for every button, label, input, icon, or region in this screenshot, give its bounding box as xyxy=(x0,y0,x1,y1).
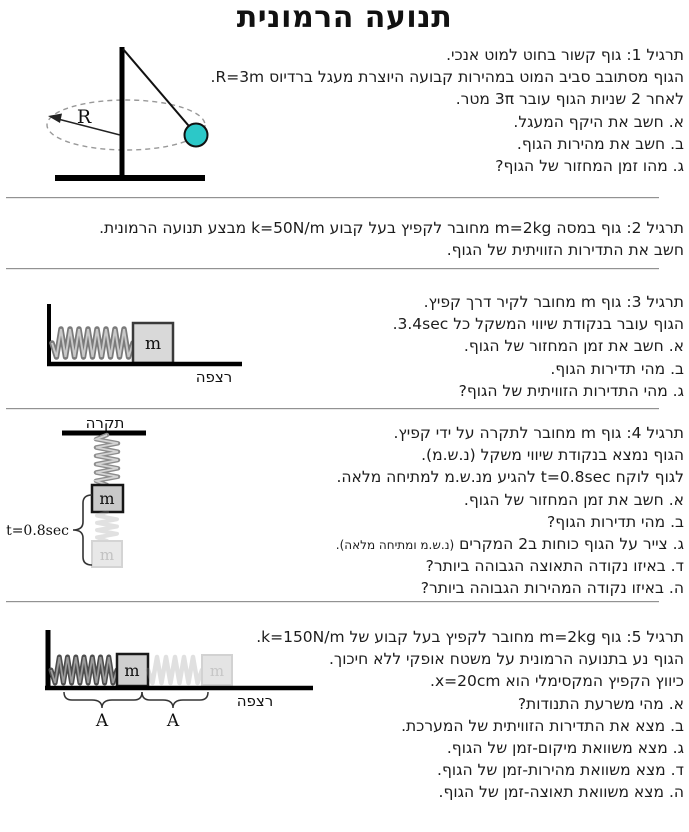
exercise-3-line-5: ג. מהי התדירות הזוויתית של הגוף? xyxy=(458,381,684,400)
exercise-3-line-2: הגוף עובר בנקודת שיווי המשקל כל 3.4sec. xyxy=(392,315,684,334)
spring-vertical xyxy=(96,435,118,485)
exercise-2-line-2: חשב את התדירות הזוויתית של הגוף. xyxy=(446,241,684,260)
diagram-horizontal-spring xyxy=(33,296,248,401)
mass-label: m xyxy=(124,661,140,680)
exercise-1-line-5: ב. חשב את מהירות הגוף. xyxy=(516,134,684,153)
exercise-1-text xyxy=(211,44,685,177)
exercise-1-line-3: לאחר 2 שניות הגוף עובר 3π מטר. xyxy=(455,90,684,109)
ghost-mass-label: m xyxy=(209,662,225,680)
exercise-3-line-1: תרגיל 3: גוף m מחובר לקיר דרך קפיץ. xyxy=(423,293,684,311)
exercise-1-line-6: ג. מהו זמן המחזור של הגוף? xyxy=(495,156,684,175)
exercise-5-line-6: ג. מצא משוואת מיקום-זמן של הגוף. xyxy=(446,738,684,757)
section-divider xyxy=(6,408,659,410)
exercise-1-line-1: תרגיל 1: גוף קשור בחוט למוט אנכי. xyxy=(446,46,684,64)
ghost-spring xyxy=(97,512,117,541)
amplitude-brace-left xyxy=(64,692,142,708)
exercise-5-line-5: ב. מצא את התדירות הזוויתית של המערכת. xyxy=(401,716,684,735)
exercise-5-line-7: ד. מצא משוואת מהירות-זמן של הגוף. xyxy=(437,761,684,780)
section-divider xyxy=(6,197,659,199)
circular-path-ellipse xyxy=(47,100,205,150)
exercise-3-text xyxy=(393,291,684,402)
diagram-vertical-spring xyxy=(6,413,193,603)
time-brace xyxy=(73,495,92,565)
exercise-4-line-5: ב. מהי תדירות הגוף? xyxy=(547,512,684,531)
amplitude-label-right: A xyxy=(166,711,180,731)
exercise-4-text xyxy=(336,422,684,600)
exercise-4-line-6 xyxy=(336,533,684,555)
exercise-4-line-1: תרגיל 4: גוף m מחובר לתקרה על ידי קפיץ. xyxy=(393,424,684,442)
ghost-spring xyxy=(148,657,202,683)
ceiling-label: תקרה xyxy=(85,414,125,432)
floor-label: רצפה xyxy=(195,368,233,386)
exercise-2-text xyxy=(99,217,684,261)
exercise-4-line-6-main: ג. צייר על הגוף כוחות ב2 המקרים xyxy=(454,534,684,553)
exercise-5-line-2: הגוף נע בתנועה הרמונית על משטח אופקי ללא חיכוך. xyxy=(328,650,684,669)
time-label: t=0.8sec xyxy=(6,523,69,539)
exercise-3-line-3: א. חשב את זמן המחזור של הגוף. xyxy=(463,337,684,356)
exercise-5-line-3: כיווץ הקפיץ המקסימלי הוא x=20cm. xyxy=(430,672,684,691)
section-divider xyxy=(6,268,659,270)
spring xyxy=(51,657,117,683)
exercise-4-line-6-note: (נ.ש.מ ומתיחה מלאה). xyxy=(335,537,455,552)
exercise-4-line-4: א. חשב את זמן המחזור של הגוף. xyxy=(463,490,684,509)
amplitude-brace-right xyxy=(142,692,208,708)
diagram-conical-pendulum xyxy=(28,42,233,200)
amplitude-label-left: A xyxy=(95,711,109,731)
exercise-4-line-3: לגוף לוקח t=0.8sec להגיע מנ.ש.מ למתיחה מלאה. xyxy=(336,468,684,487)
exercise-5-text xyxy=(256,626,684,804)
exercise-1-line-4: א. חשב את היקף המעגל. xyxy=(513,112,684,131)
exercise-5-line-4: א. מהי משרעת התנודות? xyxy=(517,694,684,713)
exercise-2-line-1: תרגיל 2: גוף במסה m=2kg מחובר לקפיץ בעל קבוע k=50N/m מבצע תנועה הרמונית. xyxy=(99,219,684,237)
mass-label: m xyxy=(99,489,115,508)
radius-label: R xyxy=(76,106,92,128)
string xyxy=(123,49,194,132)
floor-label: רצפה xyxy=(236,692,274,710)
diagram-spring-amplitude xyxy=(22,626,317,741)
exercise-4-line-2: הגוף נמצא בנקודת שיווי משקל (נ.ש.מ). xyxy=(421,446,684,465)
page-title: תנועה הרמונית xyxy=(236,0,453,35)
exercise-4-line-8: ה. באיזו נקודה המהירות הגבוהה ביותר? xyxy=(420,579,684,598)
section-divider xyxy=(6,601,659,603)
exercise-1-line-2: הגוף מסתובב סביב המוט במהירות קבועה היוצרת מעגל ברדיוס R=3m. xyxy=(210,68,684,87)
exercise-3-line-4: ב. מהי תדירות הגוף. xyxy=(550,359,684,378)
ball xyxy=(185,124,208,147)
exercise-5-line-8: ה. מצא משוואת תאוצה-זמן של הגוף. xyxy=(438,783,684,802)
spring xyxy=(52,329,133,357)
mass-label: m xyxy=(144,334,162,354)
ghost-mass-label: m xyxy=(99,546,115,564)
exercise-5-line-1: תרגיל 5: גוף m=2kg מחובר לקפיץ בעל קבוע של k=150N/m. xyxy=(256,628,684,646)
exercise-4-line-7: ד. באיזו נקודה התאוצה הגבוהה ביותר? xyxy=(425,557,684,576)
